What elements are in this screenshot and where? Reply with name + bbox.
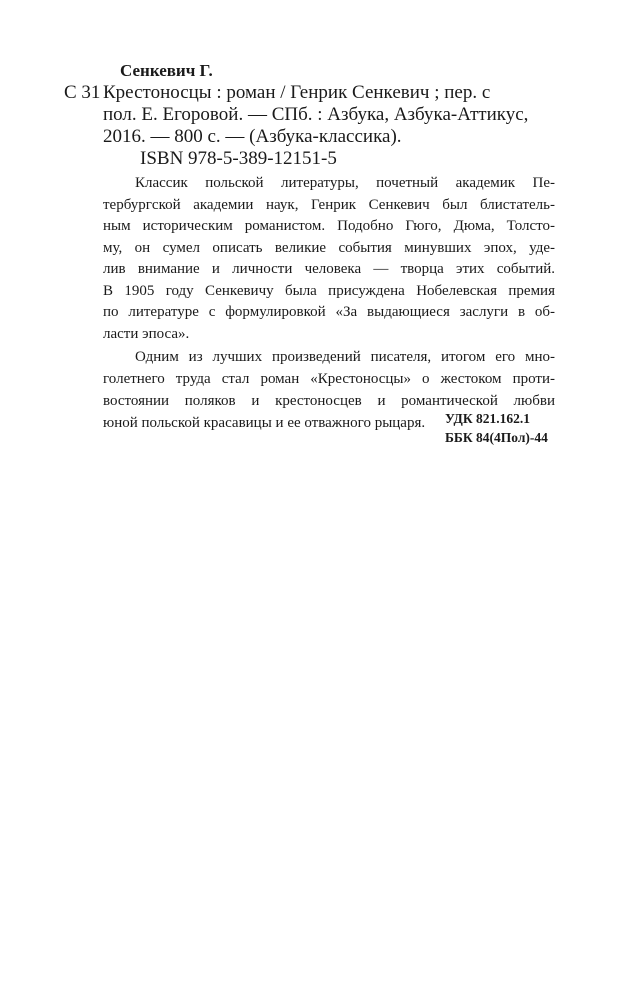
entry-line: 2016. — 800 с. — (Азбука-классика). xyxy=(103,126,402,147)
annotation-line: В 1905 году Сенкевичу была присуждена Нобелевская премия xyxy=(103,282,555,299)
annotation-line: Одним из лучших произведений писателя, итогом его мно- xyxy=(135,349,555,365)
annotation-line: востоянии поляков и крестоносцев и романтической любви xyxy=(103,393,555,409)
bibliographic-entry xyxy=(103,82,555,148)
annotation-line: юной польской красавицы и ее отважного рыцаря. xyxy=(103,415,426,431)
udk-code: УДК 821.162.1 xyxy=(445,411,530,426)
annotation-line: му, он сумел описать великие события минувших эпох, уде- xyxy=(103,239,555,256)
annotation-line: лив внимание и личности человека — творца этих событий. xyxy=(103,261,555,277)
classification-codes xyxy=(445,409,548,447)
entry-line: Крестоносцы : роман / Генрик Сенкевич ; пер. с xyxy=(103,82,491,103)
author-heading: Сенкевич Г. xyxy=(120,61,213,80)
entry-line: пол. Е. Егоровой. — СПб. : Азбука, Азбука-Аттикус, xyxy=(103,104,529,125)
annotation-line: ласти эпоса». xyxy=(103,325,190,342)
annotation-line: ным историческим романистом. Подобно Гюго, Дюма, Толсто- xyxy=(103,218,555,234)
annotation-line: по литературе с формулировкой «За выдающиеся заслуги в об- xyxy=(103,304,555,320)
annotation-line: Классик польской литературы, почетный академик Пе- xyxy=(135,175,555,191)
bbk-code: ББК 84(4Пол)-44 xyxy=(445,430,548,445)
isbn: ISBN 978-5-389-12151-5 xyxy=(140,148,337,169)
author-code: С 31 xyxy=(64,82,101,103)
annotation-paragraph-1 xyxy=(103,173,555,345)
annotation-line: тербургской академии наук, Генрик Сенкевич был блистатель- xyxy=(103,196,555,213)
annotation-line: голетнего труда стал роман «Крестоносцы» о жестоком проти- xyxy=(103,371,555,387)
